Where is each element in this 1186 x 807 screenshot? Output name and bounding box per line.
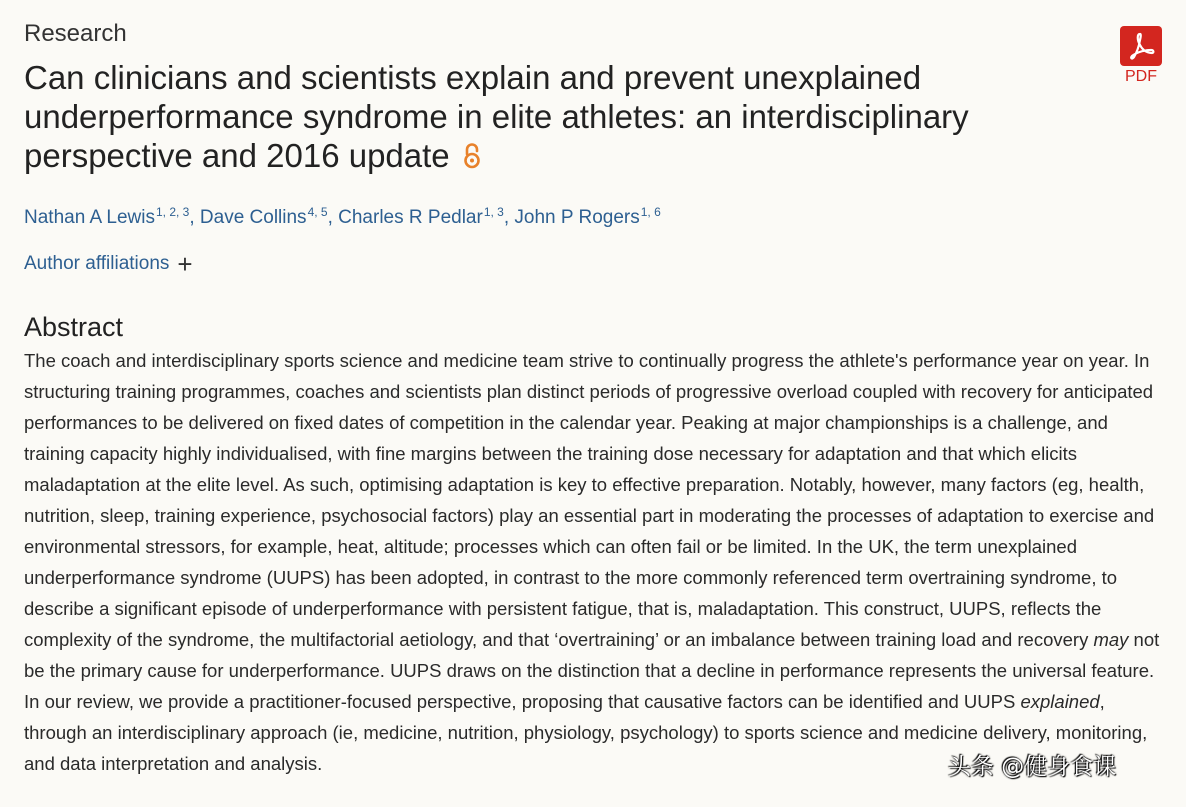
article-title: [24, 58, 1004, 175]
author-list: [24, 199, 1164, 231]
abstract-body: [24, 345, 1164, 779]
author-link[interactable]: [338, 207, 504, 228]
open-lock-icon: [462, 138, 482, 164]
abstract-emphasis: may: [1093, 629, 1129, 650]
abstract-text: The coach and interdisciplinary sports science and medicine team strive to continually progress the athlete's performance year on year. In structuring training programmes, coaches and scientists plan distinct periods of progressive overload coupled with recovery for anticipated performances to be delivered on fixed dates of competition in the calendar year. Peaking at major championships is a challenge, and training capacity highly individualised, with fine margins between the training dose necessary for adaptation and that which elicits maladaptation at the elite level. As such, optimising adaptation is key to effective preparation. Notably, however, many factors (eg, health, nutrition, sleep, training experience, psychosocial factors) play an essential part in moderating the processes of adaptation to exercise and environmental stressors, for example, heat, altitude; processes which can often fail or be limited. In the UK, the term unexplained underperformance syndrome (UUPS) has been adopted, in contrast to the more commonly referenced term overtraining syndrome, to describe a significant episode of underperformance with persistent fatigue, that is, maladaptation. This construct, UUPS, reflects the complexity of the syndrome, the multifactorial aetiology, and that ‘overtraining’ or an imbalance between training load and recovery: [24, 350, 1155, 650]
author-link[interactable]: [200, 207, 328, 228]
author-link[interactable]: [24, 207, 189, 228]
author-affiliations-label[interactable]: Author affiliations: [24, 253, 170, 274]
watermark-text: 头条 @健身食课: [948, 754, 1117, 780]
plus-icon[interactable]: +: [177, 249, 193, 279]
abstract-text: not be the primary cause for underperformance. UUPS draws on the distinction that a decline in performance represents the universal feature. In our review, we provide a practitioner-focused perspective, proposing that causative factors can be identified and UUPS: [24, 629, 1160, 712]
author-separator: ,: [327, 207, 339, 228]
author-link[interactable]: [514, 207, 660, 228]
article-header: [24, 18, 1164, 779]
author-name[interactable]: Charles R Pedlar: [338, 207, 483, 228]
author-separator: ,: [189, 207, 200, 228]
author-affiliation-numbers[interactable]: 1, 6: [640, 205, 661, 219]
author-affiliations-toggle[interactable]: [24, 251, 1164, 277]
author-name[interactable]: John P Rogers: [514, 207, 640, 228]
article-title-text: Can clinicians and scientists explain and prevent unexplained underperformance syndrome in elite athletes: an interdisciplinary perspective and 2016 update: [24, 59, 969, 174]
pdf-icon[interactable]: [1120, 26, 1162, 66]
author-affiliation-numbers[interactable]: 1, 2, 3: [155, 205, 190, 219]
section-label: Research: [24, 20, 127, 47]
author-name[interactable]: Dave Collins: [199, 207, 307, 228]
author-affiliation-numbers[interactable]: 4, 5: [307, 205, 328, 219]
abstract-text: , through an interdisciplinary approach (ie, medicine, nutrition, physiology, psychology) to sports science and medicine delivery, monitoring, and data interpretation and analysis.: [24, 691, 1148, 774]
author-name[interactable]: Nathan A Lewis: [24, 207, 155, 228]
pdf-download-button[interactable]: [1118, 26, 1164, 86]
author-affiliation-numbers[interactable]: 1, 3: [483, 205, 504, 219]
abstract-emphasis: explained: [1020, 691, 1100, 712]
author-separator: ,: [503, 207, 515, 228]
pdf-label[interactable]: PDF: [1125, 68, 1157, 85]
abstract-heading: Abstract: [24, 312, 124, 342]
